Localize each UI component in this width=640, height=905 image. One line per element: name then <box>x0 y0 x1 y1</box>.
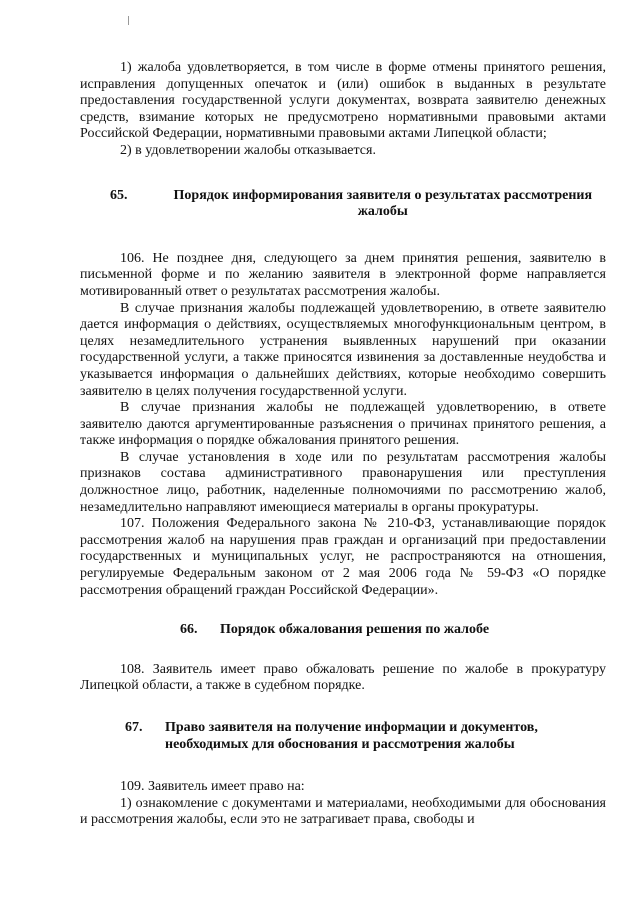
list-item-1: 1) жалоба удовлетворяется, в том числе в форме отмены принятого решения, исправления допущенных опечаток и (или) ошибок в выданных в результате предоставления государственной услуги документах, возврата заявителю денежных средств, взимание которых не предусмотрено нормативными правовыми актами Российской Федерации, нормативными правовыми актами Липецкой области; <box>80 60 606 142</box>
document-body <box>80 60 606 829</box>
paragraph-106-violation: В случае установления в ходе или по результатам рассмотрения жалобы признаков состава административного правонарушения или преступления должностное лицо, работник, наделенные полномочиями по рассмотрению жалоб, незамедлительно направляют имеющиеся материалы в органы прокуратуры. <box>80 449 606 515</box>
section-65-title: Порядок информирования заявителя о результатах рассмотрения жалобы <box>173 187 593 220</box>
paragraph-109-item-1: 1) ознакомление с документами и материалами, необходимыми для обоснования и рассмотрения жалобы, если это не затрагивает права, свободы и <box>80 795 606 828</box>
page-corner-mark <box>128 16 129 25</box>
section-67-title: Право заявителя на получение информации и документов, необходимых для обоснования и рассмотрения жалобы <box>165 720 538 752</box>
section-67-number: 67. <box>125 720 143 735</box>
list-item-2: 2) в удовлетворении жалобы отказывается. <box>120 142 376 158</box>
paragraph-107: 107. Положения Федерального закона № 210-ФЗ, устанавливающие порядок рассмотрения жалоб на нарушения прав граждан и организаций при предоставлении государственных и муниципальных услуг, не распространяются на отношения, регулируемые Федеральным законом от 2 мая 2006 года № 59-ФЗ «О порядке рассмотрения обращений граждан Российской Федерации». <box>80 516 606 598</box>
section-65-heading <box>80 188 606 221</box>
paragraph-108: 108. Заявитель имеет право обжаловать решение по жалобе в прокуратуру Липецкой области, а также в судебном порядке. <box>80 661 606 694</box>
paragraph-106-satisfied: В случае признания жалобы подлежащей удовлетворению, в ответе заявителю дается информация о действиях, осуществляемых многофункциональным центром, в целях незамедлительного устранения выявленных нарушений при оказании государственной услуги, а также приносятся извинения за доставленные неудобства и указывается информация о дальнейших действиях, которые необходимо совершить заявителю в целях получения государственной услуги. <box>80 300 606 399</box>
section-65-number: 65. <box>110 187 128 203</box>
paragraph-106: 106. Не позднее дня, следующего за днем принятия решения, заявителю в письменной форме и по желанию заявителя в электронной форме направляется мотивированный ответ о результатах рассмотрения жалобы. <box>80 250 606 299</box>
section-66-heading <box>80 622 606 639</box>
section-67-heading <box>80 720 606 753</box>
paragraph-106-rejected: В случае признания жалобы не подлежащей удовлетворению, в ответе заявителю даются аргументированные разъяснения о причинах принятого решения, а также информация о порядке обжалования принятого решения. <box>80 400 606 449</box>
section-66-number: 66. <box>180 622 198 638</box>
section-66-title: Порядок обжалования решения по жалобе <box>220 622 490 638</box>
paragraph-109: 109. Заявитель имеет право на: <box>120 779 305 795</box>
